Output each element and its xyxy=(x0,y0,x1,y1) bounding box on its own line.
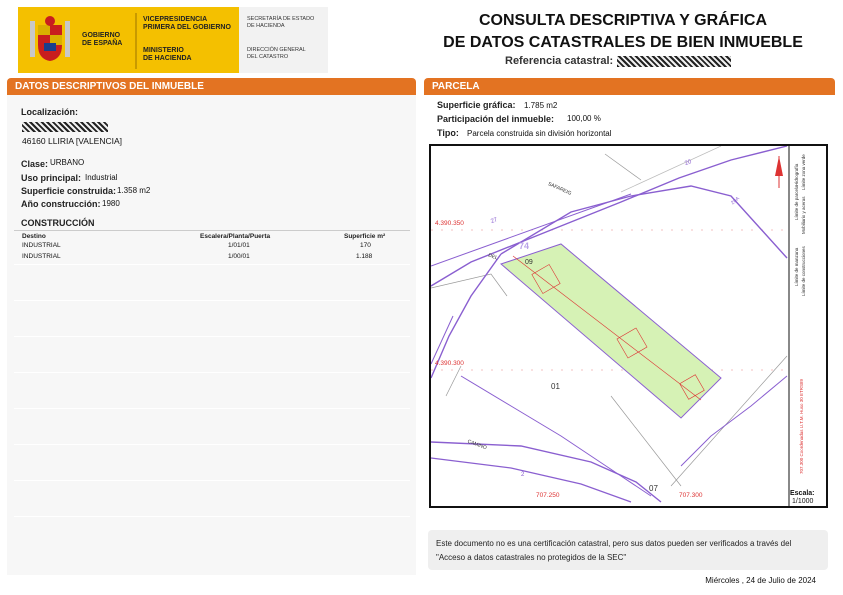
parcel-07-label: 07 xyxy=(649,484,658,493)
left-section-header: DATOS DESCRIPTIVOS DEL INMUEBLE xyxy=(7,78,416,95)
vice-line-1: VICEPRESIDENCIA xyxy=(143,16,208,23)
address-redacted xyxy=(22,122,108,132)
min-line-1: MINISTERIO xyxy=(143,47,184,54)
legend-item: Límite de construcciones xyxy=(801,246,806,296)
col-superficie: Superficie m² xyxy=(344,233,386,240)
disclaimer-note: Este documento no es una certificación catastral, pero sus datos pueden ser verificados a través del "Acceso a datos catastrales no protegidos de la SEC" xyxy=(428,530,828,570)
left-panel xyxy=(7,95,416,575)
street-camino: CAMINO xyxy=(466,438,488,452)
sup-grafica-value: 1.785 m2 xyxy=(524,101,558,110)
street-number-2: 2 xyxy=(521,472,525,478)
coat-of-arms-icon xyxy=(22,15,78,67)
scale-label: Escala: xyxy=(790,490,815,497)
col-planta: Escalera/Planta/Puerta xyxy=(200,233,271,240)
dir-line-2: DEL CATASTRO xyxy=(247,54,289,60)
legend-item: Límite de manzana xyxy=(794,247,799,286)
sec-line-2: DE HACIENDA xyxy=(247,23,285,29)
row1-superficie: 170 xyxy=(360,242,371,249)
vice-line-2: PRIMERA DEL GOBIERNO xyxy=(143,24,231,31)
clase-label: Clase: xyxy=(21,159,49,169)
right-section-header: PARCELA xyxy=(424,78,835,95)
document-title xyxy=(423,10,823,54)
footer-date: Miércoles , 24 de Julio de 2024 xyxy=(705,576,816,585)
street-number-27: 27 xyxy=(490,217,499,225)
min-line-2: DE HACIENDA xyxy=(143,55,192,62)
title-line-1: CONSULTA DESCRIPTIVA Y GRÁFICA xyxy=(478,12,767,29)
participacion-value: 100,00 % xyxy=(567,114,601,123)
coord-note: 707.300 Coordenadas U.T.M. Huso 30 ETRS89 xyxy=(799,378,804,474)
construccion-title: CONSTRUCCIÓN xyxy=(21,218,95,228)
ref-label: Referencia catastral: xyxy=(505,55,614,67)
superficie-label: Superficie construida: xyxy=(21,186,117,196)
row1-planta: 1/01/01 xyxy=(228,242,250,249)
uso-label: Uso principal: xyxy=(21,173,82,183)
parcel-01-label: 01 xyxy=(551,382,560,391)
row1-destino: INDUSTRIAL xyxy=(22,242,61,249)
coord-y1: 4.390.350 xyxy=(435,220,464,227)
legend-item: Hidrografía xyxy=(794,163,799,186)
title-line-2: DE DATOS CATASTRALES DE BIEN INMUEBLE xyxy=(443,34,803,51)
row2-destino: INDUSTRIAL xyxy=(22,253,61,260)
scale-value: 1/1000 xyxy=(792,498,814,505)
street-number-20: 20 xyxy=(684,159,693,167)
localizacion-label: Localización: xyxy=(21,107,79,117)
clase-value: URBANO xyxy=(50,158,85,167)
anio-label: Año construcción: xyxy=(21,199,101,209)
legend-item: Límite zona verde xyxy=(801,154,806,190)
sec-line-1: SECRETARÍA DE ESTADO xyxy=(247,16,315,22)
street-safareig: SAFAREIG xyxy=(546,181,573,197)
row2-planta: 1/00/01 xyxy=(228,253,250,260)
anio-value: 1980 xyxy=(102,199,120,208)
tipo-label: Tipo: xyxy=(437,128,459,138)
address-line: 46160 LLIRIA [VALENCIA] xyxy=(22,136,123,146)
street-number-20a: 20A xyxy=(730,195,741,207)
secretaria-block xyxy=(239,7,328,73)
col-destino: Destino xyxy=(22,233,46,240)
tipo-value: Parcela construida sin división horizontal xyxy=(467,129,612,138)
map-drawing xyxy=(431,146,826,506)
parcel-09-label: 09 xyxy=(525,259,533,266)
sup-grafica-label: Superficie gráfica: xyxy=(437,100,516,110)
cadastral-map xyxy=(429,144,828,508)
gov-line-2: DE ESPAÑA xyxy=(82,40,123,47)
superficie-value: 1.358 m2 xyxy=(117,186,151,195)
coord-y2: 4.390.300 xyxy=(435,360,464,367)
row2-superficie: 1.188 xyxy=(356,253,373,260)
street-del: DEL xyxy=(487,252,499,262)
dir-line-1: DIRECCIÓN GENERAL xyxy=(247,47,306,53)
participacion-label: Participación del inmueble: xyxy=(437,114,555,124)
legend-item: Límite de parcela xyxy=(794,185,799,220)
coord-x2: 707.300 xyxy=(679,492,703,499)
uso-value: Industrial xyxy=(85,173,118,182)
coord-x1: 707.250 xyxy=(536,492,560,499)
ref-redacted xyxy=(617,56,731,67)
legend-item: Mobiliario y aceras xyxy=(801,196,806,234)
block-74-label: 74 xyxy=(519,241,530,251)
gov-line-1: GOBIERNO xyxy=(82,32,121,39)
